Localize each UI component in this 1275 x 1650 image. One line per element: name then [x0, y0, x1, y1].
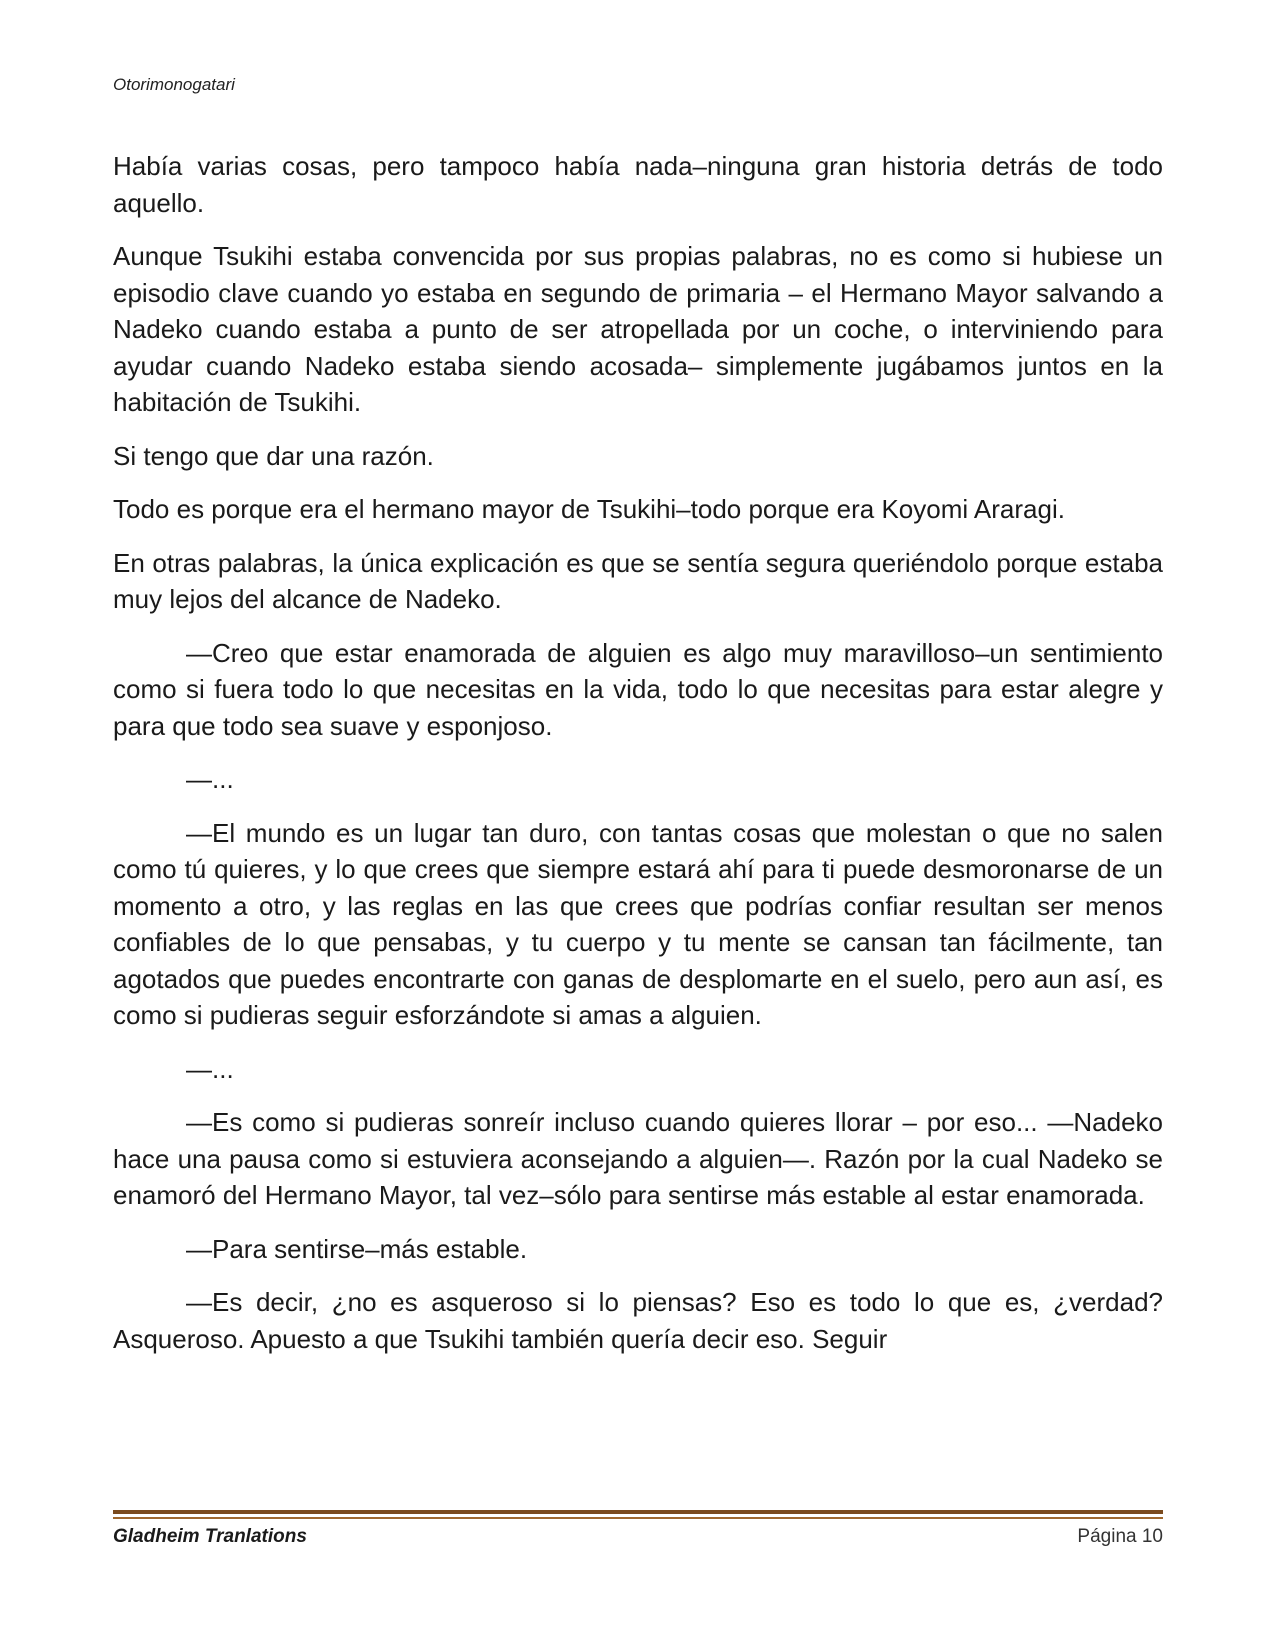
dialogue-paragraph: —Para sentirse–más estable. — [186, 1233, 528, 1264]
dialogue-paragraph: —... — [186, 764, 234, 794]
paragraph: En otras palabras, la única explicación es que se sentía segura queriéndolo porque estaba muy lejos del alcance de Nadeko. — [113, 547, 1163, 614]
paragraph: Si tengo que dar una razón. — [113, 440, 434, 471]
footer-rule — [113, 1510, 1163, 1514]
paragraph: Aunque Tsukihi estaba convencida por sus propias palabras, no es como si hubiese un episodio clave cuando yo estaba en segundo de primaria – el Hermano Mayor salvando a Nadeko cuando estaba a punto de ser atropellada por un coche, o interviniendo para ayudar cuando Nadeko estaba siendo acosada– simplemente jugábamos juntos en la habitación de Tsukihi. — [113, 241, 1163, 417]
dialogue-paragraph: —Creo que estar enamorada de alguien es algo muy maravilloso–un sentimiento como si fuera todo lo que necesitas en la vida, todo lo que necesitas para estar alegre y para que todo sea suave y esponjoso. — [113, 637, 1163, 741]
dialogue-paragraph: —... — [186, 1053, 234, 1084]
dialogue-paragraph: —El mundo es un lugar tan duro, con tantas cosas que molestan o que no salen como tú quieres, y lo que crees que siempre estará ahí para ti puede desmoronarse de un momento a otro, y las reglas en las que crees que podrías confiar resultan ser menos confiables de lo que pensabas, y tu cuerpo y tu mente se cansan tan fácilmente, tan agotados que puedes encontrarte con ganas de desplomarte en el suelo, pero aun así, es como si pudieras seguir esforzándote si amas a alguien. — [113, 817, 1163, 1030]
paragraph: Todo es porque era el hermano mayor de Tsukihi–todo porque era Koyomi Araragi. — [113, 494, 1065, 524]
dialogue-paragraph: —Es decir, ¿no es asqueroso si lo piensas? Eso es todo lo que es, ¿verdad? Asqueroso. Apuesto a que Tsukihi también quería decir eso. Seguir — [113, 1287, 1163, 1354]
body-text — [113, 148, 1163, 1374]
footer-publisher: Gladheim Tranlations — [113, 1526, 307, 1547]
dialogue-paragraph: —Es como si pudieras sonreír incluso cuando quieres llorar – por eso... —Nadeko hace una pausa como si estuviera aconsejando a alguien—. Razón por la cual Nadeko se enamoró del Hermano Mayor, tal vez–sólo para sentirse más estable al estar enamorada. — [113, 1107, 1163, 1210]
paragraph: Había varias cosas, pero tampoco había nada–ninguna gran historia detrás de todo aquello. — [113, 151, 1163, 218]
footer-rule-thin — [113, 1517, 1163, 1519]
running-header: Otorimonogatari — [113, 75, 235, 94]
page-number: Página 10 — [1077, 1526, 1163, 1547]
